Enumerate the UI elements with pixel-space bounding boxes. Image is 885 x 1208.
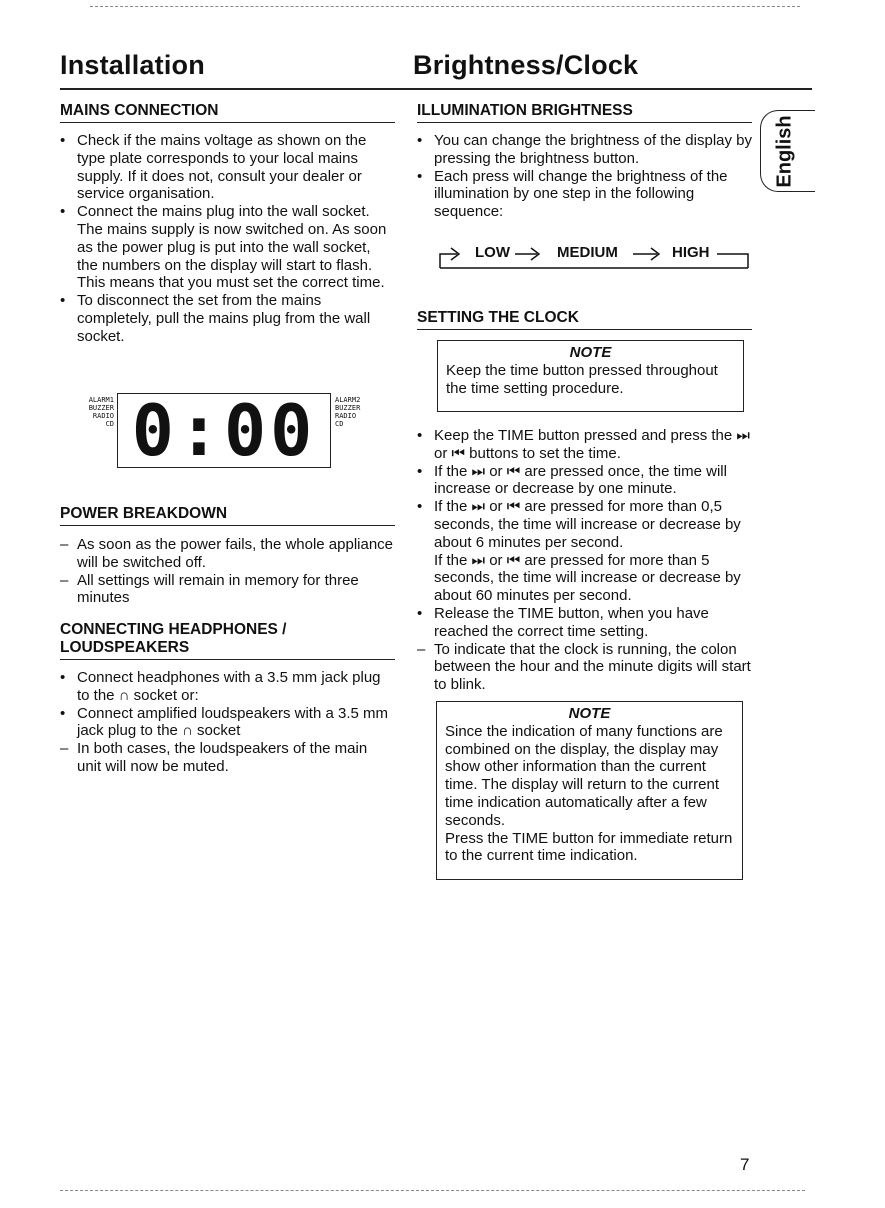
clock-heading: SETTING THE CLOCK [417, 309, 579, 326]
list-item: • Keep the TIME button pressed and press the ⏭ or ⏮ buttons to set the time. [417, 427, 752, 463]
language-tab-label: English [773, 114, 796, 188]
clock-steps [417, 427, 752, 694]
display-right-label: CD [335, 420, 344, 428]
list-item: • Each press will change the brightness of the illumination by one step in the following sequence: [417, 168, 752, 221]
display-left-label: CD [105, 420, 114, 428]
note-text: Press the TIME button for immediate return to the current time indication. [445, 829, 733, 865]
illumination-heading: ILLUMINATION BRIGHTNESS [417, 102, 633, 119]
language-tab-label-wrap [763, 114, 807, 188]
brightness-sequence [437, 240, 752, 276]
list-item-extra: If the ⏭ or ⏮ are pressed for more than 5 seconds, the time will increase or decrease by about 60 minutes per second. [434, 551, 741, 605]
display-digits: 0:00 [131, 390, 317, 472]
list-item: • Check if the mains voltage as shown on the type plate corresponds to your local mains supply. If it does not, consult your dealer or service organisation. [60, 132, 395, 203]
list-item: • Connect headphones with a 3.5 mm jack plug to the ∩ socket or: [60, 669, 395, 705]
note-text: Keep the time button pressed throughout the time setting procedure. [446, 361, 718, 397]
note-text: Since the indication of many functions are combined on the display, the display may show other information than the current time. The display will return to the current time indication automatically after a few seconds. [445, 722, 723, 829]
note-box-2 [436, 701, 743, 880]
display-left-labels [76, 396, 114, 428]
clock-heading-rule [417, 329, 752, 330]
mains-list [60, 132, 395, 346]
note-title: NOTE [568, 705, 611, 722]
clock-dash-list [417, 641, 752, 694]
illumination-list [417, 132, 752, 221]
page-number: 7 [740, 1155, 750, 1174]
list-item: – To indicate that the clock is running, the colon between the hour and the minute digits will start to blink. [417, 641, 752, 694]
sequence-high: HIGH [672, 244, 710, 261]
headphones-heading-rule [60, 659, 395, 660]
illumination-section [417, 102, 752, 221]
page-title-brightness-clock: Brightness/Clock [413, 50, 639, 80]
setting-clock-section [417, 309, 752, 330]
illumination-heading-rule [417, 122, 752, 123]
display-left-label: BUZZER [88, 404, 114, 412]
note-box-1 [437, 340, 744, 412]
list-item: • Connect amplified loudspeakers with a 3.5 mm jack plug to the ∩ socket [60, 705, 395, 741]
clock-display-illustration [117, 390, 331, 472]
power-list [60, 536, 395, 607]
top-edge-line [90, 6, 800, 7]
mains-heading: MAINS CONNECTION [60, 102, 219, 119]
sequence-low: LOW [475, 244, 510, 261]
list-item: • If the ⏭ or ⏮ are pressed once, the time will increase or decrease by one minute. [417, 463, 752, 499]
headphones-dash-list [60, 740, 395, 776]
headphones-section [60, 621, 395, 776]
page-title-installation: Installation [60, 50, 205, 80]
sequence-medium: MEDIUM [557, 244, 618, 261]
power-breakdown-section [60, 505, 395, 607]
list-item: • You can change the brightness of the display by pressing the brightness button. [417, 132, 752, 168]
list-item: • Connect the mains plug into the wall socket. The mains supply is now switched on. As soon as the power plug is put into the wall socket, the numbers on the display will start to flash. This means that you must set the correct time. [60, 203, 395, 292]
power-heading-rule [60, 525, 395, 526]
title-rule [60, 88, 812, 90]
display-left-label: ALARM1 [88, 396, 114, 404]
list-item: – As soon as the power fails, the whole appliance will be switched off. [60, 536, 395, 572]
mains-connection-section [60, 102, 395, 346]
headphones-heading-2: LOUDSPEAKERS [60, 639, 190, 656]
clock-list-a [417, 427, 752, 641]
list-item: • To disconnect the set from the mains completely, pull the mains plug from the wall socket. [60, 292, 395, 345]
bottom-edge-line [60, 1190, 805, 1191]
mains-heading-rule [60, 122, 395, 123]
power-heading: POWER BREAKDOWN [60, 505, 228, 522]
list-item: – All settings will remain in memory for three minutes [60, 572, 395, 608]
display-right-label: ALARM2 [335, 396, 361, 404]
display-right-label: BUZZER [335, 404, 361, 412]
display-left-label: RADIO [92, 412, 114, 420]
list-item-text: • If the ⏭ or ⏮ are pressed for more than 0,5 seconds, the time will increase or decrease by about 6 minutes per second. [434, 498, 741, 551]
display-right-label: RADIO [335, 412, 357, 420]
list-item [417, 498, 752, 605]
headphones-list [60, 669, 395, 740]
list-item: • Release the TIME button, when you have reached the correct time setting. [417, 605, 752, 641]
headphones-heading-1: CONNECTING HEADPHONES / [60, 621, 287, 638]
display-right-labels [335, 396, 373, 428]
note-title: NOTE [569, 344, 612, 361]
list-item: – In both cases, the loudspeakers of the main unit will now be muted. [60, 740, 395, 776]
